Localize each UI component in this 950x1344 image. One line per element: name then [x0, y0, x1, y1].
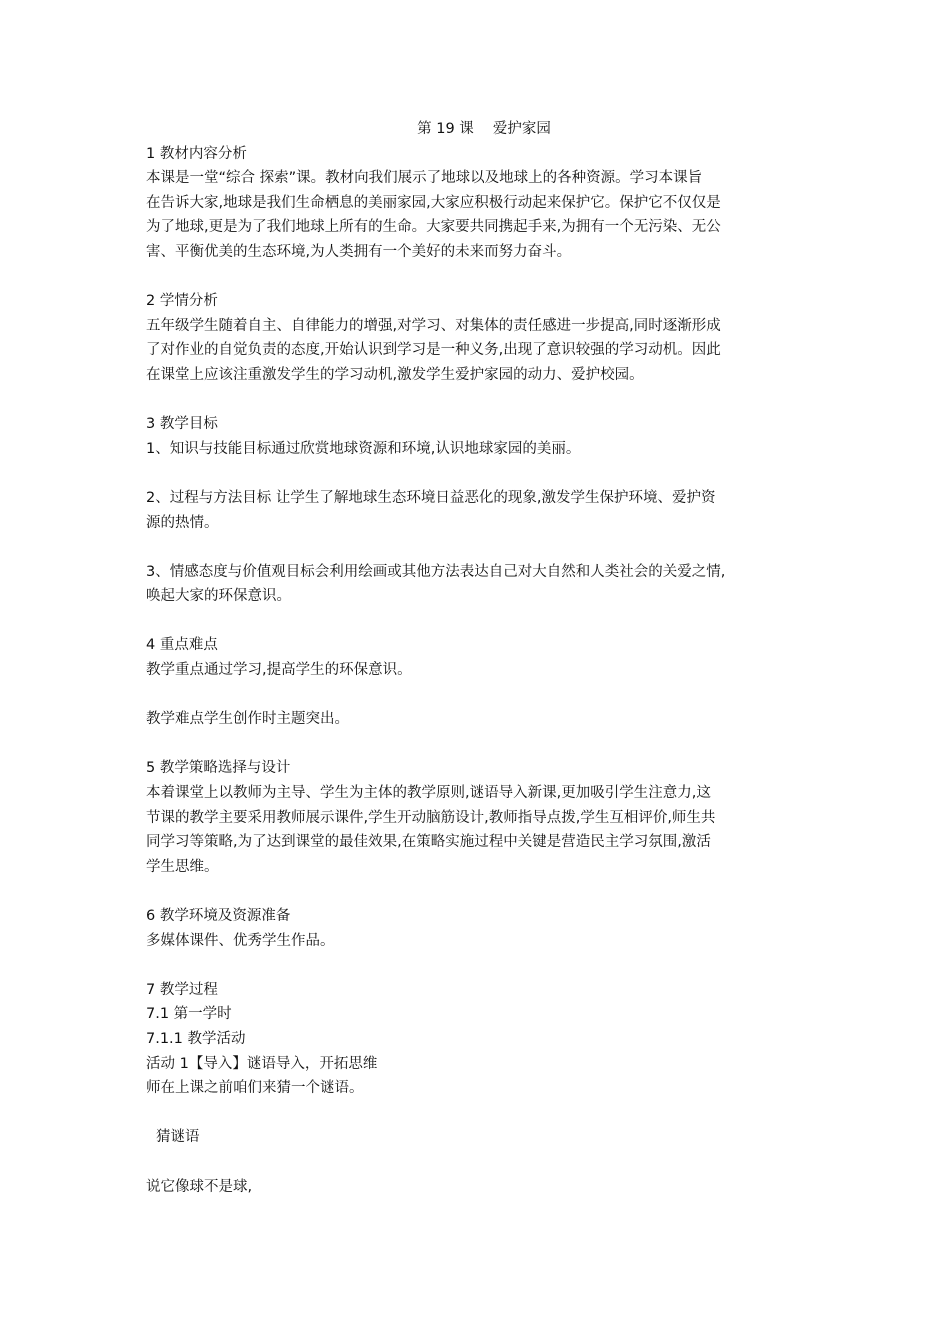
goal-process-line: 2、过程与方法目标 让学生了解地球生态环境日益恶化的现象,激发学生保护环境、爱护资	[146, 489, 716, 506]
key-point: 教学重点通过学习,提高学生的环保意识。	[146, 662, 412, 679]
paragraph-line: 本着课堂上以教师为主导、学生为主体的教学原则,谜语导入新课,更加吸引学生注意力,这	[146, 785, 711, 802]
difficulty-point: 教学难点学生创作时主题突出。	[146, 711, 349, 728]
goal-knowledge: 1、知识与技能目标通过欣赏地球资源和环境,认识地球家园的美丽。	[146, 440, 581, 457]
section-heading: 4 重点难点	[146, 637, 218, 654]
spacer	[146, 1101, 810, 1126]
spacer	[146, 388, 810, 413]
subsection-heading: 7.1.1 教学活动	[146, 1030, 246, 1047]
document-content	[146, 117, 810, 1199]
page-title: 第 19 课 爱护家园	[417, 121, 551, 137]
section-heading: 5 教学策略选择与设计	[146, 760, 291, 777]
paragraph-line: 在课堂上应该注重激发学生的学习动机,激发学生爱护家园的动力、爱护校园。	[146, 366, 644, 383]
spacer	[146, 732, 810, 757]
resources-text: 多媒体课件、优秀学生作品。	[146, 932, 335, 949]
riddle-label: 猜谜语	[156, 1129, 200, 1146]
spacer	[146, 535, 810, 560]
spacer	[146, 879, 810, 904]
teacher-line: 师在上课之前咱们来猜一个谜语。	[146, 1080, 364, 1097]
section-heading: 3 教学目标	[146, 416, 218, 433]
goal-emotion-line: 3、情感态度与价值观目标会利用绘画或其他方法表达自己对大自然和人类社会的关爱之情,	[146, 563, 726, 580]
paragraph-line: 害、平衡优美的生态环境,为人类拥有一个美好的未来而努力奋斗。	[146, 243, 572, 260]
paragraph-line: 节课的教学主要采用教师展示课件,学生开动脑筋设计,教师指导点拨,学生互相评价,师生共	[146, 809, 716, 826]
spacer	[146, 265, 810, 290]
section-heading: 1 教材内容分析	[146, 145, 247, 162]
section-heading: 6 教学环境及资源准备	[146, 908, 291, 924]
paragraph-line: 学生思维。	[146, 858, 219, 875]
spacer	[146, 953, 810, 978]
spacer	[146, 609, 810, 634]
spacer	[146, 683, 810, 708]
section-heading: 2 学情分析	[146, 293, 218, 310]
paragraph-line: 同学习等策略,为了达到课堂的最佳效果,在策略实施过程中关键是营造民主学习氛围,激活	[146, 834, 711, 851]
subsection-heading: 7.1 第一学时	[146, 1006, 232, 1023]
spacer	[146, 1150, 810, 1175]
goal-process-line: 源的热情。	[146, 514, 219, 531]
paragraph-line: 了对作业的自觉负责的态度,开始认识到学习是一种义务,出现了意识较强的学习动机。因此	[146, 342, 721, 359]
section-heading: 7 教学过程	[146, 981, 218, 998]
riddle-line: 说它像球不是球,	[146, 1178, 253, 1195]
activity-title: 活动 1【导入】谜语导入，开拓思维	[146, 1055, 378, 1072]
paragraph-line: 五年级学生随着自主、自律能力的增强,对学习、对集体的责任感进一步提高,同时逐渐形成	[146, 317, 721, 334]
paragraph-line: 在告诉大家,地球是我们生命栖息的美丽家园,大家应积极行动起来保护它。保护它不仅仅是	[146, 194, 721, 211]
paragraph-line: 本课是一堂“综合 探索”课。教材向我们展示了地球以及地球上的各种资源。学习本课旨	[146, 170, 703, 187]
goal-emotion-line: 唤起大家的环保意识。	[146, 588, 291, 605]
spacer	[146, 461, 810, 486]
paragraph-line: 为了地球,更是为了我们地球上所有的生命。大家要共同携起手来,为拥有一个无污染、无公	[146, 219, 721, 236]
